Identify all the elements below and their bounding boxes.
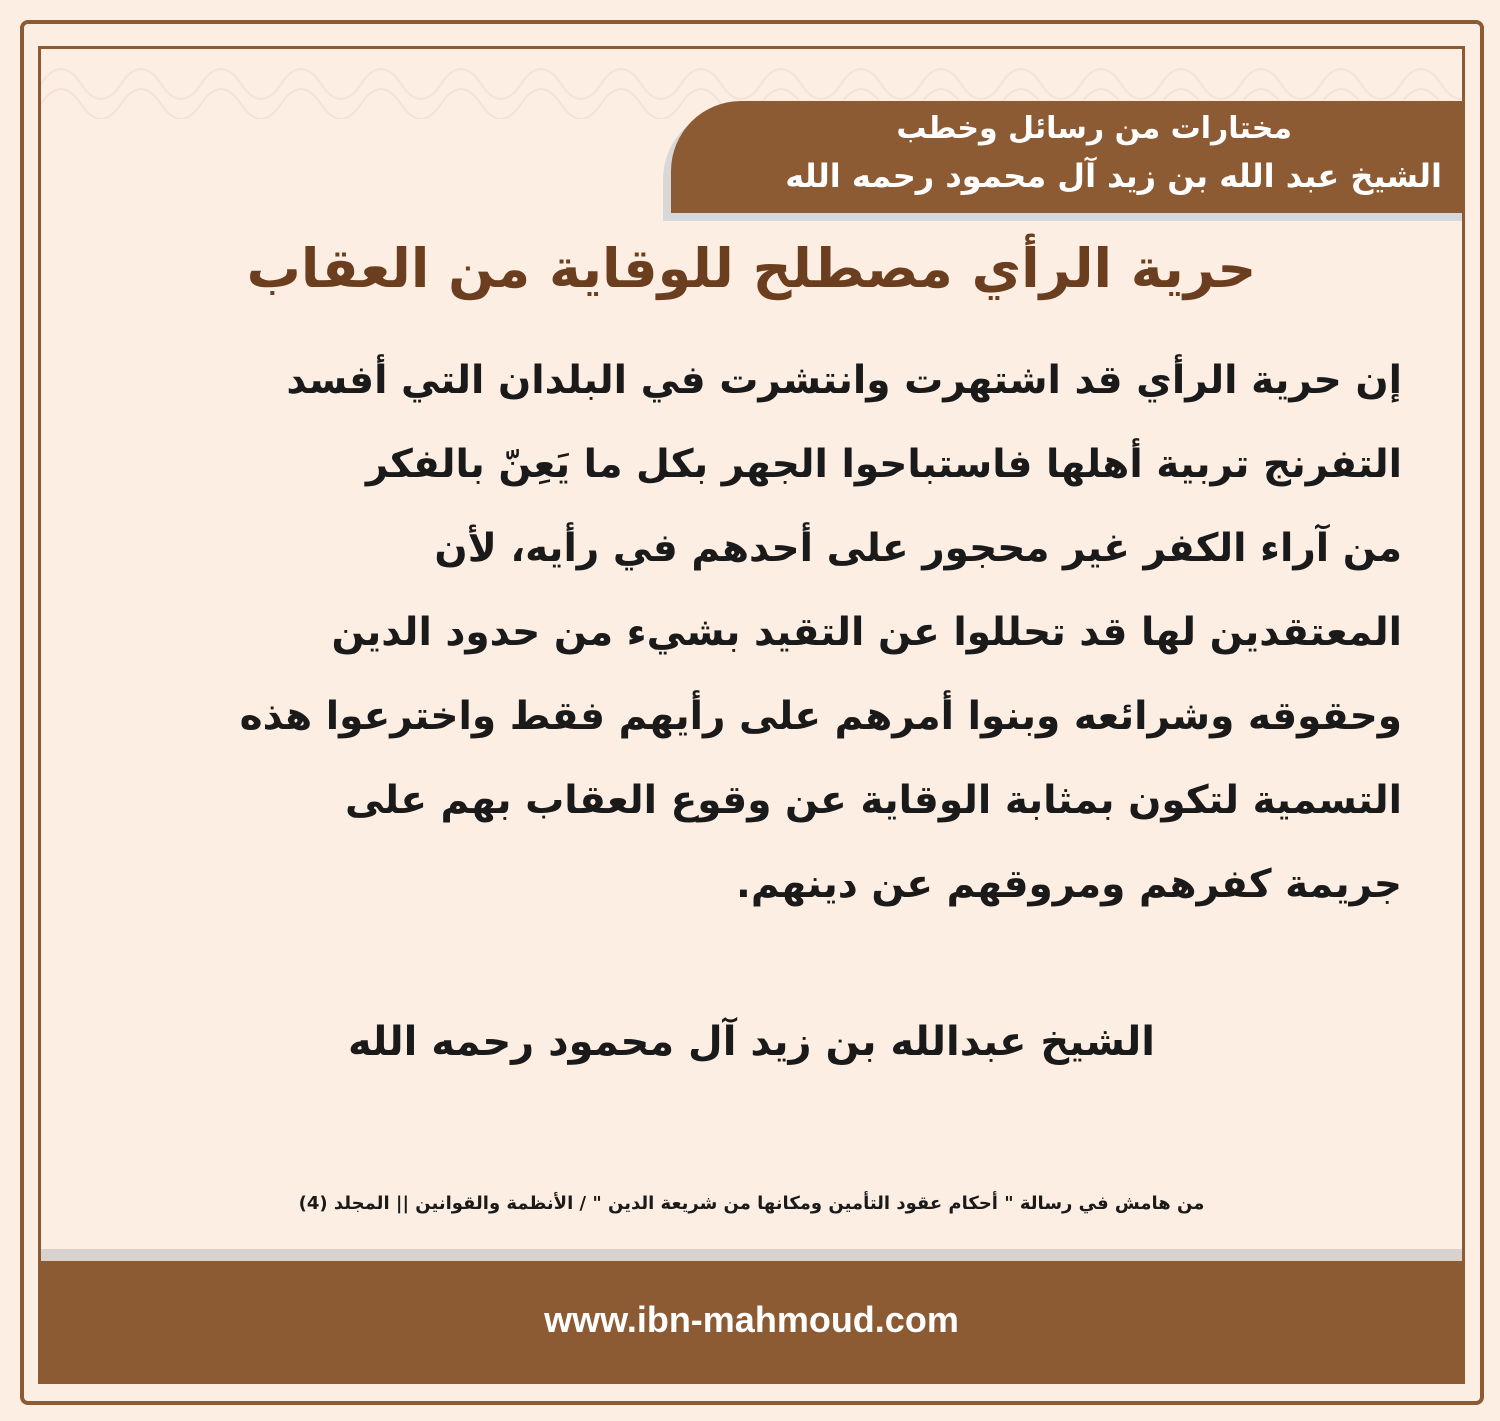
website-link[interactable]: www.ibn-mahmoud.com [544,1299,959,1340]
body-line: وحقوقه وشرائعه وبنوا أمرهم على رأيهم فقط واخترعوا هذه [239,694,1402,739]
header-author: الشيخ عبد الله بن زيد آل محمود رحمه الله [785,157,1442,195]
body-line: التسمية لتكون بمثابة الوقاية عن وقوع العقاب بهم على [344,778,1402,823]
body-line: التفرنج تربية أهلها فاستباحوا الجهر بكل ما يَعِنّ بالفكر [365,442,1402,487]
source-note: من هامش في رسالة " أحكام عقود التأمين ومكانها من شريعة الدين " / الأنظمة والقوانين || المجلد (4) [298,1193,1205,1214]
body-text [112,339,1402,927]
content-card [38,46,1465,1384]
body-line: إن حرية الرأي قد اشتهرت وانتشرت في البلدان التي أفسد [286,358,1402,403]
body-line: من آراء الكفر غير محجور على أحدهم في رأيه، لأن [434,526,1402,571]
page-title: حرية الرأي مصطلح للوقاية من العقاب [246,237,1257,300]
body-line: المعتقدين لها قد تحللوا عن التقيد بشيء من حدود الدين [331,610,1402,655]
body-line: جريمة كفرهم ومروقهم عن دينهم. [736,862,1402,907]
signature: الشيخ عبدالله بن زيد آل محمود رحمه الله [348,1019,1155,1065]
header-subtitle: مختارات من رسائل وخطب [896,111,1292,146]
